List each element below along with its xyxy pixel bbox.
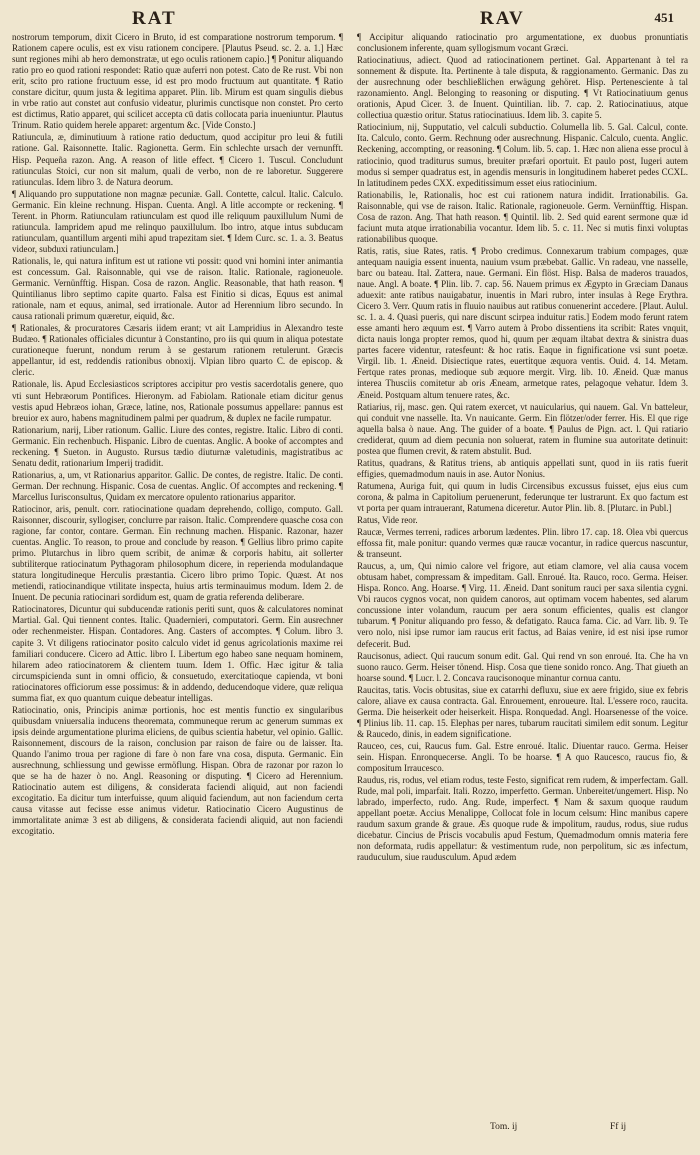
dictionary-entry: Ratitus, quadrans, & Ratitus triens, ab antiquis appellati sunt, quod in iis ratis fuerit effigies, quemadmodum nauis in ase. Autor Nonius. <box>357 457 688 479</box>
dictionary-entry: Rationalis, le, qui natura infitum est ut ratione vti possit: quod vni homini inter animantia est concessum. Gal. Raisonnable, qui vse de raison. Italic. Rationale, ragioneuole. Germanic. Vernünfftig. Hispan. Cosa de razon. Anglic. Reasonable, that hath reason. ¶ Quintilianus libro septimo capite quarto. Falsa est Finitio si dicas, Equus est animal rationale, nam et equus, animal, sed irrationale. Autor ad Herennium libro secundo. In causa rationali primum quæretur, eiquid, &c. <box>12 255 343 322</box>
dictionary-entry: nostrorum temporum, dixit Cicero in Bruto, id est comparatione nostrorum temporum. ¶ Rationem capere oculis, est ex visu rationem concipere. [Plautus Pseud. sc. 2. a. 1.] Hæc sunt regiones mihi ab hero demonstratæ, ut ego oculis rationem capio.] ¶ Ponitur aliquando ratio pro eo quod rationi respondet: Ratio quæ auferri non potest. Cato de Re rust. Vbi non erit, scito pro ratione fructuum esse, id est pro modo fructuum aut quantitate. ¶ Ratio constare dicitur, quum justa & legitima apparet. Plin. lib. Mirum est quam singulis diebus in vrbe ratio aut constet aut confusio videatur, plurimis cunctisque non constet. Pro certo est dictimus, Ratio apparet, qui scilicet accepta cū datis collocata paria inueniuntur. Plautus Trinum. Ratio quidem herele apparet: argentum &c. [Vide Consto.] <box>12 32 343 131</box>
running-head-left: RAT <box>132 8 177 29</box>
running-header <box>12 8 688 32</box>
text-columns <box>12 32 688 1112</box>
volume-marker: Tom. ij <box>490 1122 518 1132</box>
running-head-right: RAV <box>480 8 525 29</box>
dictionary-entry: Ratiocinatores, Dicuntur qui subducendæ rationis periti sunt, quos & calculatores nominat Martial. Gal. Qui tiennent contes. Italic. Quadernieri, computatori. Germ. Ein ausrechner oder rechenmeister. Hispan. Contadores. Ang. Casters of accomptes. ¶ Colum. libro 3. capite 3. Vt diligens ratiocinator posito calculo videt id genus agricolationis maxime rei familiari conducere. Cicero ad Attic. libro I. Libertum ego habeo sane nequam hominem, hilarem adeo ratiocinatorem & clientem tuum. Idem 1. Offic. Hæc igitur & talia circumspicienda sunt in omni officio, & consuetudo, exercitatioque capienda, vt boni ratiocinatores officiorum esse possimus: & in addendo, deducendoque videre, quæ reliqua summa fiat, ex quo quantum cuique debeatur intelligas. <box>12 604 343 703</box>
dictionary-entry: ¶ Aliquando pro supputatione non magnæ pecuniæ. Gall. Contette, calcul. Italic. Calculo. Germanic. Ein kleine rechnung. Hispan. Cuenta. Angl. A litle accompte or reckening. ¶ Terent. in Phorm. Ratiunculam ratiunculam est quod ille reliquum pauxillulum Numi de ratiuncula. Iampridem apud me relinquo pauxillulum. Ibo intro, atque intus subducam ratiunculam, quantillum argenti mihi apud trapezitam siet. ¶ Idem Curc. sc. 1. a. 3. Beatus videor, subduxi ratiunculam.] <box>12 188 343 254</box>
dictionary-entry: Raucitas, tatis. Vocis obtusitas, siue ex catarrhi defluxu, siue ex aere frigido, siue ex febris calore, aliave ex causa contracta. Gal. Enrouement, enroueure. Ital. L'essere roco, raucita. Germa. Die heiserkeit oder heiserkeit. Hispa. Ronquedad. Angl. Hoarsenesse of the voice. ¶ Plinius lib. 11. cap. 15. Elephas per nares, tubarum raucitati similem edit sonum. Legitur & Raucedo, dinis, in eadem significatione. <box>357 684 688 739</box>
dictionary-entry: Raudus, ris, rodus, vel etiam rodus, teste Festo, significat rem rudem, & imperfectam. Gall. Rude, mal poli, imparfait. Itali. Rozzo, imperfetto. German. Unbereitet/ungemert. Hisp. No labrado, imperfecto, rudo. Ang. Rude, imperfect. ¶ Nam & saxum quoque raudum appellant poetæ. Accius Menalippe, Collocat fole in locum celsum: Hinc manibus capere raudum saxum grande & graue. Æs quoque rude & impolitum, raudus, rodus, siue rudus dicebatur. Cincius de Priscis vocabulis apud Festum, Quemadmodum omnis materia fere non deformata, rudis appellatur: & vestimentum rude, non perpolitum, sic æs infectum, rauduculum, siue raudusculum. Apud ædem <box>357 775 688 863</box>
dictionary-entry: Rationale, lis. Apud Ecclesiasticos scriptores accipitur pro vestis sacerdotalis genere, quo vti sunt Hebræorum Pontifices. Hieronym. ad Fabiolam. Rationale etiam dicitur genus vestis apud Hebræos iohan, Græce, latine, nos, Rationale possumus appellare: pannus est breuior ex auro, habens magnitudinem palmi per quadrum, & duplex ne facile rumpatur. <box>12 379 343 423</box>
dictionary-entry: Ratis, ratis, siue Rates, ratis. ¶ Probo credimus. Connexarum trabium compages, quæ antequam nauigia essent inuenta, nauium vsum præbebat. Gallic. Vn radeau, vne nasselle, barc ou bateau. Ital. Zattera, naue. Germani. Ein flöst. Hisp. Balsa de maderos trauados, naue. Angl. A boate. ¶ Plin. lib. 7. cap. 56. Nauem primus ex Ægypto in Græciam Danaus aduexit: ante ratibus nauigabatur, inuentis in Mari rubro, inter insulas à Rege Erythra. Cicero 3. Verr. Quum ratis in fluuio nauibus aut ratibus conuenerint accedere. [Plaut. Aulul. sc. 1. a. 4. Quasi pueris, qui nare discunt scirpea induitur ratis.] Eodem modo ferunt ratem esse amanti hero æquum est. ¶ Varro autem à Probo dissentiens ita scribit: Rates vnquit, dicta nauis longa propter remos, quod hi, quum per æquam iltabat dextra & sinistra duas partes facere videntur, ratesfeunt: & hoc ratis. Eaque in fignificatione vsi sunt poetæ. Virgil. lib. 1. Æneid. Disiectique rates, euertitque æquora ventis. Ouid. 4. 14. Metam. Fertque rates pronas, medioque sub æquore mergit. Virg. lib. 10. Æneid. Quæ manus interea Thusciis comitetur ab oris Æneam, armetque rates, pelagoque vehatur. Idem 3. Æneid. Postquam altum tenuere rates, &c. <box>357 245 688 400</box>
page-footer <box>0 1120 700 1144</box>
dictionary-entry: Ratumena, Auriga fuit, qui quum in ludis Circensibus excussus fuisset, ejus eius cum corona, & palma in Capitolium peruenerunt, federunque ter lustrarunt. Ex quo factum est vt porta per quam intrauerant, Ratumena diceretur. Autor Plin. lib. 8. [Plutarc. in Publ.] <box>357 480 688 513</box>
dictionary-entry: Ratiuncula, æ, diminutiuum à ratione ratio deductum, quod accipitur pro leui & futili ratione. Gal. Raisonnette. Italic. Ragionetta. Germ. Ein schlechte ursach der vernunfft. Hisp. Pequeña razon. Ang. A reason of litle effect. ¶ Cicero 1. Tuscul. Concludunt ratiunculas Stoici, cur non sit malum, quali de verbo, non de re laboretur. Suggerere ratiunculas. Idem libro 3. de Natura deorum. <box>12 132 343 187</box>
dictionary-entry: Raucisonus, adiect. Qui raucum sonum edit. Gal. Qui rend vn son enroué. Ita. Che ha vn suono rauco. Germ. Heiser tönend. Hisp. Cosa que tiene sonido ronco. Ang. That giueth an hoarse sound. ¶ Lucr. l. 2. Concava raucisonoque minantur cornua cantu. <box>357 650 688 683</box>
page-number: 451 <box>654 10 674 25</box>
dictionary-entry: Ratus, Vide reor. <box>357 515 418 526</box>
dictionary-entry: Ratiocinatio, onis, Principis animæ portionis, hoc est mentis functio ex singularibus quibusdam vniuersalia inducens theoremata, communeque rerum ac generum summas ex ipsis deinde argumentatione plurima eliciens, de quibus scientia habetur, vel opinio. Gallic. Raisonnement, discours de la raison, conclusion par raison de faire ou de laisser. Ita. Quando l'animo troua per ragione di fare ò non fare vna cosa, disputa. Germanic. Ein ausrechnung, schliessung und gewisse ermöflung. Hispan. Obra de razonar por razon lo que se ha de hazer ò no. Angl. Reasoning or disputing. ¶ Cicero ad Herennium. Ratiocinatio autem est diligens, & considerata faciendi aliquid, aut non faciendi excogitatio. Ea dicitur tum interfuisse, quum aliquid faciendum, aut non faciendum certa causa vitasse aut fecisse esse animus videtur. Ratiocinatio Cicero Augustinus de immortalitate animæ 3 est ab diligens, & considerata faciendi aliquid, aut non faciendi excogitatio. <box>12 704 343 837</box>
dictionary-entry: Rationabilis, le, Rationalis, hoc est cui rationem natura indidit. Irrationabilis. Ga. Raisonnable, qui vse de raison. Italic. Rationale, ragioneuole. Germ. Vernünfftig. Hispan. Cosa de razon. Ang. That hath reason. ¶ Quintil. lib. 2. Sed quid earent sermone quæ id faciunt muta atque irrationabilia vocantur. Idem lib. 5. c. 11. Nec si mutis finxi voluptas rationabilibus quoque. <box>357 189 688 244</box>
dictionary-entry: Ratiarius, rij, masc. gen. Qui ratem exercet, vt nauicularius, qui nauem. Gal. Vn batteleur, qui conduit vne nasselle. Ita. Vn nauicante. Germ. Ein flötzer/oder ferrer. His. El que rige aquella balsa ò naue. Ang. The guider of a boate. ¶ Paulus de Pign. act. l. Qui ratiario crediderat, quum ad diem pecunia non soluerat, ratem in flumine sua autoritate detinuit: postea que flumen crevit, & ratem abstulit. Bud. <box>357 401 688 456</box>
dictionary-entry: Raucæ, Vermes terreni, radices arborum lædentes. Plin. libro 17. cap. 18. Olea vbi quercus effossa fit, male ponitur: quando vermes quæ raucæ vocantur, in radice quercus nascuntur, & transeunt. <box>357 527 688 560</box>
signature-mark: Ff ij <box>610 1122 627 1132</box>
dictionary-entry: Rationarius, a, um, vt Rationarius apparitor. Gallic. De contes, de registre. Italic. De conti. German. Der rechnung. Hispanic. Cosa de cuentas. Anglic. Of accomptes and reckening. ¶ Marcellus Iurisconsultus, Quidam ex mercatore opulento rationarius apparitor. <box>12 469 343 502</box>
dictionary-entry: ¶ Accipitur aliquando ratiocinatio pro argumentatione, ex duobus pronuntiatis conclusionem inferente, quam syllogismum vocant Græci. <box>357 32 688 54</box>
dictionary-entry: Ratiocinor, aris, penult. corr. ratiocinatione quadam deprehendo, colligo, computo. Gall. Raisonner, discourir, syllogiser, conclurre par raison. Italic. Comprendere quasche cosa con ragione, far contor, contare. German. Ein rechnung machen. Hispanic. Razonar, hazer cuentas. Anglic. To reason, to proue and conclude by reason. ¶ Gellius libro primo capite primo. Plutarchus in libro quem scribit, de animæ & corporis habitu, ait sollerter subtiliterque ratiocinatum Pythagoram philosophum dicere, in reperienda modulandaque statura longitudineque Herculis præstantia. Cicero libro primo Topic. Quæst. At nos metiendi, ratiocinandique vtilitate inspecta, huius artis terminauimus modum. Idem 2. de Inuent. De pecunia ratiocinari sordidum est, quam de gratia referenda deliberare. <box>12 503 343 603</box>
dictionary-entry: Rationarium, narij, Liber rationum. Gallic. Liure des contes, registre. Italic. Libro di conti. Germanic. Ein rechenbuch. Hispanic. Libro de cuentas. Anglic. A booke of accomptes and reckening. ¶ Sueton. in Augusto. Rursus tædio diuturnæ valetudinis, magistratibus ac Senatu dedit, rationarium Imperij tradidit. <box>12 424 343 468</box>
dictionary-entry: Raucus, a, um, Qui nimio calore vel frigore, aut etiam clamore, vel alia causa vocem obtusam habet, compressam & impeditam. Gall. Enroué. Ita. Rauco, roco. Germa. Heiser. Hispa. Ronco. Ang. Hoarse. ¶ Virg. 11. Æneid. Dant sonitum rauci per saxa silentia cygni. Vbi raucos cygnos vocat, non quidem canoros, aut optimam vocem habentes, sed alarum concussione inter volandum, raucum per aera sonum efficientes, qualis est clangor tubarum. ¶ Ponitur aliquando pro fesso, & defatigato. Rauca fama. Cic. ad Varr. lib. 9. Te vero nolo, nisi ipse rumor iam raucus erit factus, ad Baias venire, id est nisi ipse rumor defecerit. Bud. <box>357 561 688 649</box>
dictionary-entry: ¶ Rationales, & procuratores Cæsaris iidem erant; vt ait Lampridius in Alexandro teste Budæo. ¶ Rationales officiales dicuntur à Constantino, pro iis qui quum in aliqua potestate curationeque fuerunt, nondum rerum à se gestarum rationem retulerunt. Græcis appellantur, id est, reddendis rationibus obnoxij. Vlpian libro quarto C. de episcop. & cleric. <box>12 323 343 378</box>
dictionary-entry: Ratiocinatiuus, adiect. Quod ad ratiocinationem pertinet. Gal. Appartenant à tel ra sonnement & dispute. Ita. Pertinente à tale disputa, & raggionamento. Germanic. Das zu der ausrechnung oder beschließlichen erwägung gehöret. Hisp. Pertenesciente à tal razonamiento. Angl. Belonging to reasoning or disputing. ¶ Vt Ratiocinatiuum genus orationis, Apud Cicer. 3. de Inuent. Quintilian. lib. 7. cap. 2. Ratiocinatiuus, atque collectiua quæstio oritur. Status ratiocinatiuus. Idem lib. 3. capite 5. <box>357 55 688 121</box>
left-column <box>12 32 343 1112</box>
dictionary-entry: Rauceo, ces, cui, Raucus fum. Gal. Estre enroué. Italic. Diuentar rauco. Germa. Heiser sein. Hispan. Enronquecerse. Angli. To be hoarse. ¶ A quo Raucesco, raucus fio, & compositum Irraucesco. <box>357 740 688 774</box>
dictionary-entry: Ratiocinium, nij, Supputatio, vel calculi subductio. Columella lib. 5. Gal. Calcul, conte. Ita. Calculo, conto. Germ. Rechnung oder ausrechnung. Hispanic. Calculo, cuenta. Anglic. Reckening, accompting, or reasoning. ¶ Colum. lib. 5. cap. 1. Hæc non aliena esse procul à ratiocinio, quod traditurus sumus, breuiter præfari oportuit. Et paulo post, Iugeri autem modus si semper quadratus est, in agendis mensuris in longitudinem haberet pedes CCXL. In latitudinem pedes CXX. expeditissimum esset eius ratiocinium. <box>357 122 688 188</box>
right-column <box>357 32 688 1112</box>
